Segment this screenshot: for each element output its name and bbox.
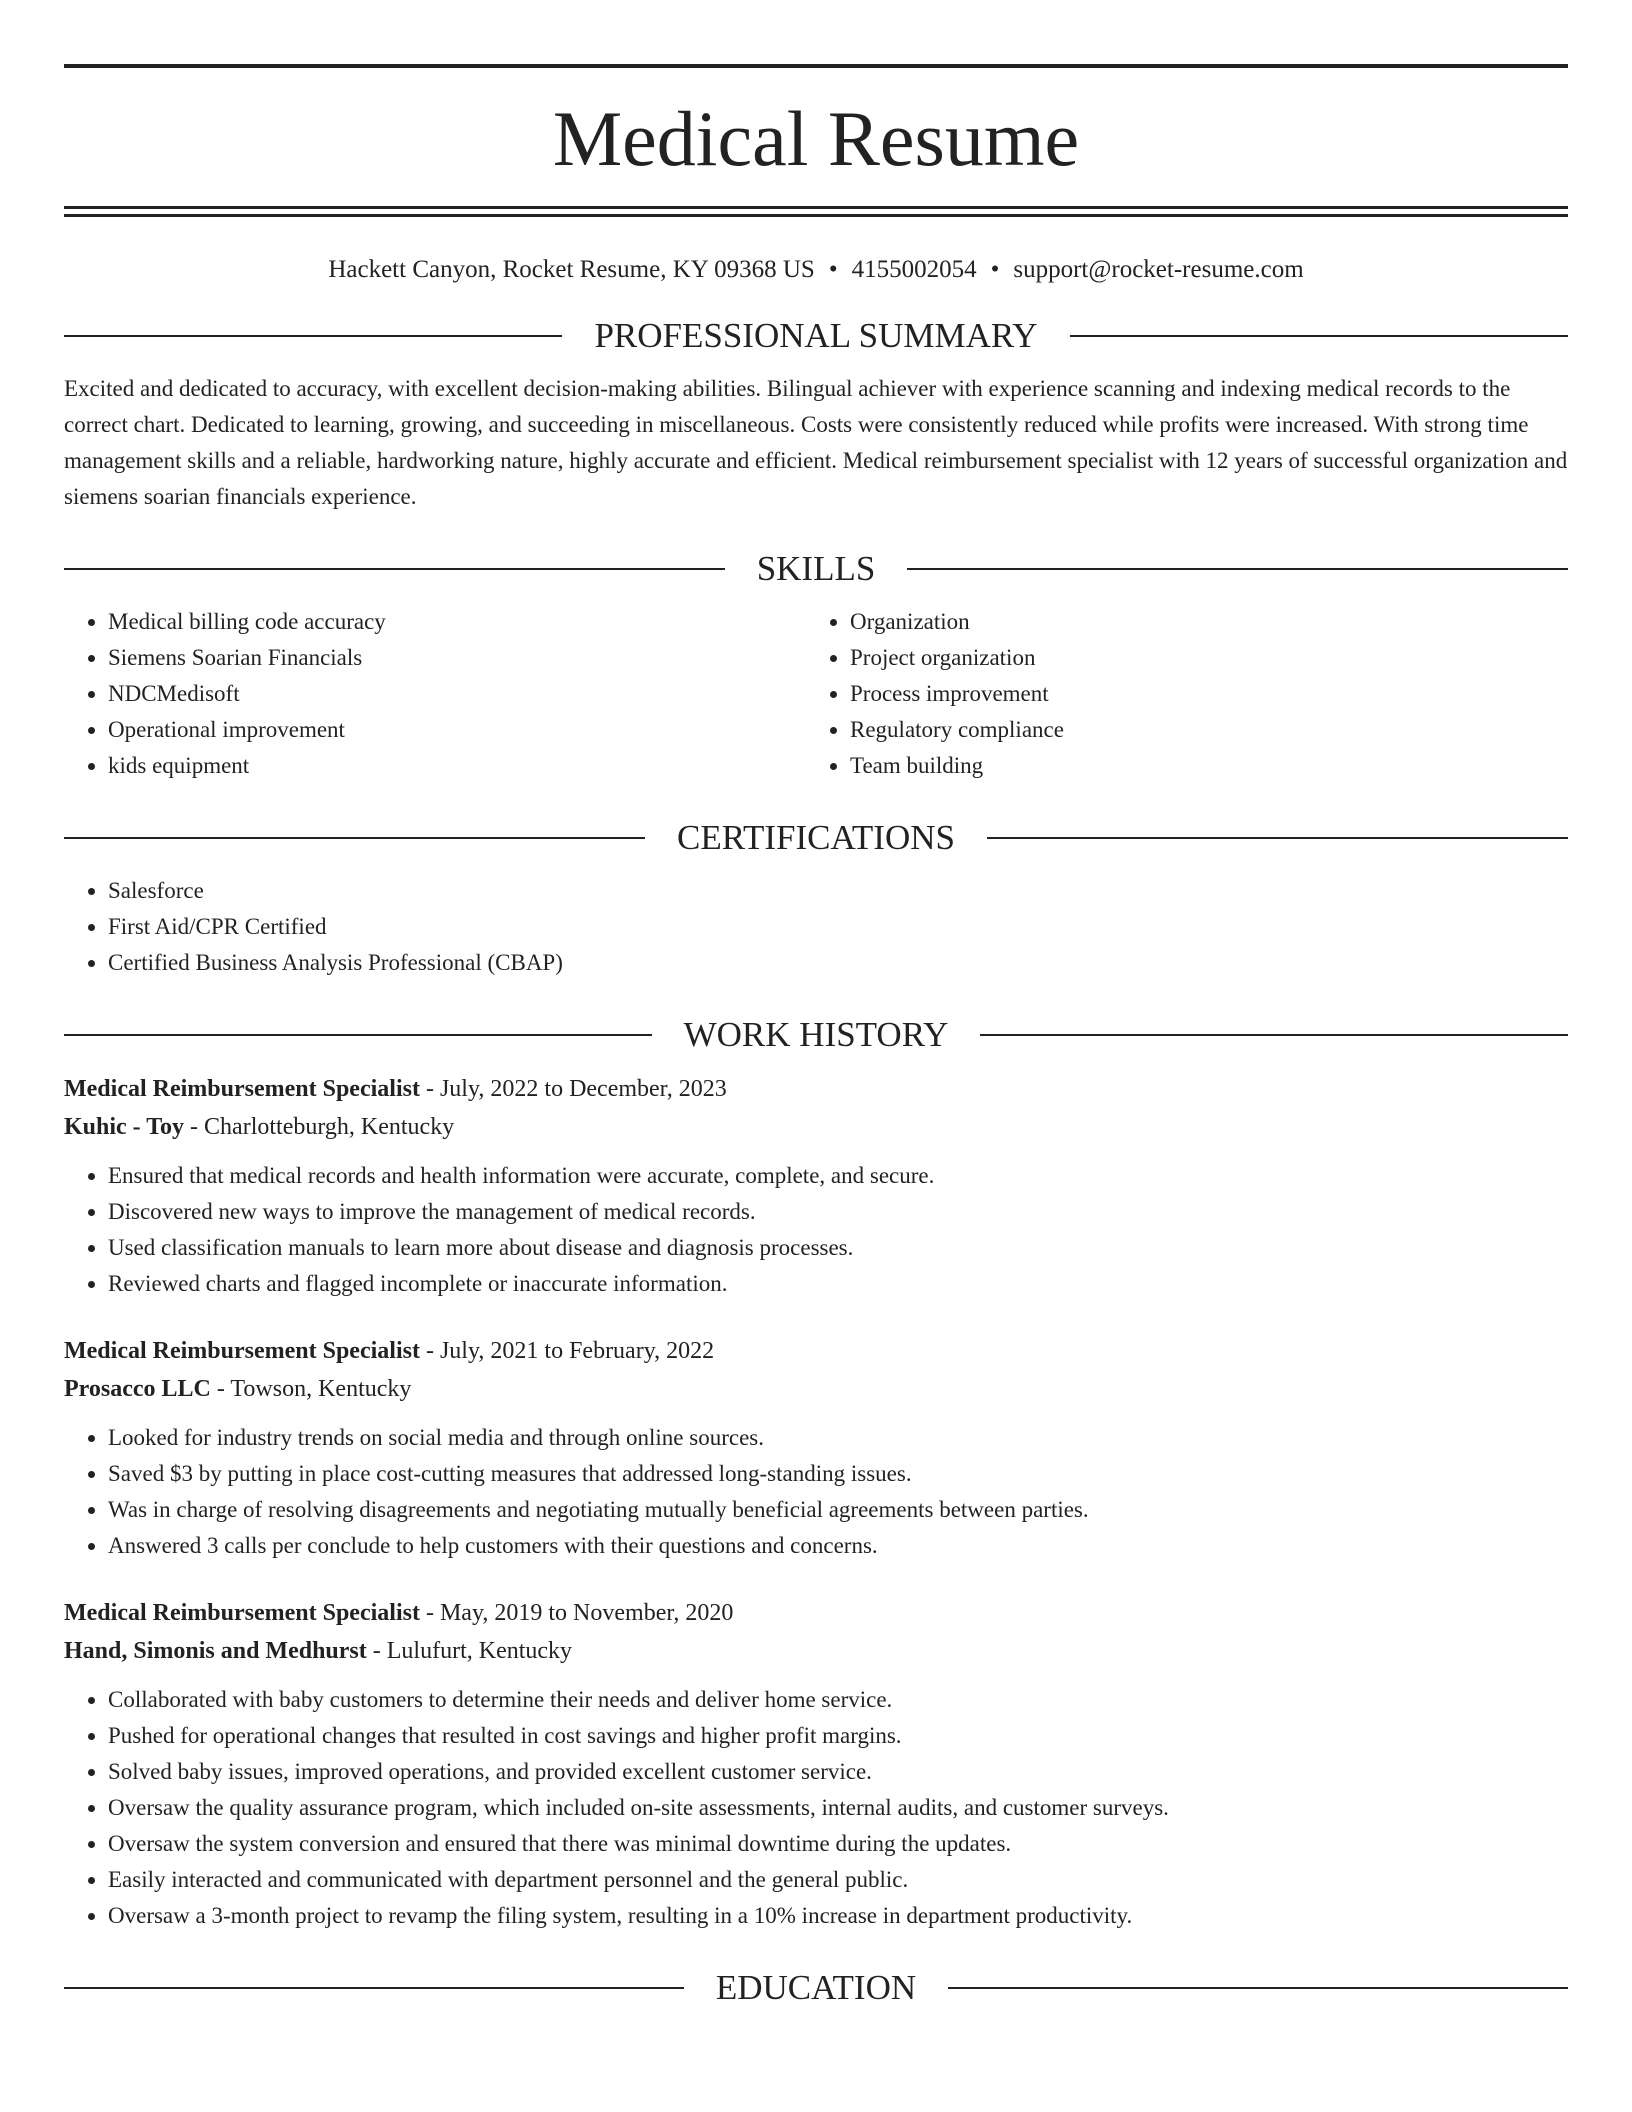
job-bullet: • Reviewed charts and flagged incomplete or inaccurate information. (108, 1266, 1568, 1302)
skills-grid (64, 604, 1568, 784)
contact-separator: • (990, 256, 1000, 283)
job-location: - Charlotteburgh, Kentucky (184, 1114, 455, 1140)
skills-list (64, 604, 806, 784)
heading-rule (987, 837, 1568, 839)
contact-separator: • (828, 256, 838, 283)
skill-item: • kids equipment (108, 748, 806, 784)
job-title: Medical Reimbursement Specialist (64, 1600, 420, 1626)
job-bullets (64, 1682, 1568, 1934)
job-company-line (64, 1632, 1568, 1670)
job-bullet: • Ensured that medical records and health information were accurate, complete, and secure. (108, 1158, 1568, 1194)
job-entry (64, 1594, 1568, 1934)
job-bullet: • Oversaw the system conversion and ensured that there was minimal downtime during the updates. (108, 1826, 1568, 1862)
section-heading-skills (64, 551, 1568, 586)
heading-rule (907, 568, 1568, 570)
resume-page (64, 64, 1568, 2023)
skill-item: • Regulatory compliance (850, 712, 1548, 748)
job-bullet: • Solved baby issues, improved operations, and provided excellent customer service. (108, 1754, 1568, 1790)
section-title: WORK HISTORY (683, 1015, 949, 1054)
resume-title: Medical Resume (552, 95, 1080, 182)
certification-item: • Certified Business Analysis Professional (CBAP) (108, 945, 1568, 981)
skill-item: • Team building (850, 748, 1548, 784)
certifications-list (64, 873, 1568, 981)
job-dates: - May, 2019 to November, 2020 (419, 1600, 734, 1626)
heading-rule (64, 335, 562, 337)
section-title: CERTIFICATIONS (677, 818, 955, 857)
title-double-rule (64, 206, 1568, 217)
heading-rule (64, 837, 645, 839)
job-bullet: • Oversaw a 3-month project to revamp the filing system, resulting in a 10% increase in department productivity. (108, 1898, 1568, 1934)
job-company: Prosacco LLC (64, 1376, 211, 1402)
skills-list (806, 604, 1548, 784)
job-bullet: • Discovered new ways to improve the management of medical records. (108, 1194, 1568, 1230)
skill-item: • NDCMedisoft (108, 676, 806, 712)
job-bullet: • Saved $3 by putting in place cost-cutting measures that addressed long-standing issues. (108, 1456, 1568, 1492)
heading-rule (948, 1987, 1568, 1989)
job-company-line (64, 1108, 1568, 1146)
job-location: - Towson, Kentucky (210, 1376, 412, 1402)
section-heading-education (64, 1970, 1568, 2005)
job-bullet: • Easily interacted and communicated with department personnel and the general public. (108, 1862, 1568, 1898)
job-bullets (64, 1420, 1568, 1564)
section-heading-summary (64, 318, 1568, 353)
job-entry (64, 1070, 1568, 1302)
contact-line (64, 257, 1568, 282)
summary-text: Excited and dedicated to accuracy, with excellent decision-making abilities. Bilingual achiever with experience scanning and indexing medical records to the correct chart. Dedicated to learning, growing, and succeeding in miscellaneous. Costs were consistently reduced while profits were increased. With strong time management skills and a reliable, hardworking nature, highly accurate and efficient. Medical reimbursement specialist with 12 years of successful organization and siemens soarian financials experience. (64, 376, 1568, 509)
job-company: Hand, Simonis and Medhurst (64, 1638, 367, 1664)
section-title: SKILLS (756, 549, 876, 588)
skill-item: • Organization (850, 604, 1548, 640)
job-bullet: • Was in charge of resolving disagreements and negotiating mutually beneficial agreements between parties. (108, 1492, 1568, 1528)
job-bullets (64, 1158, 1568, 1302)
job-dates: - July, 2022 to December, 2023 (419, 1076, 727, 1102)
job-title: Medical Reimbursement Specialist (64, 1076, 420, 1102)
heading-rule (64, 1987, 684, 1989)
heading-rule (1070, 335, 1568, 337)
job-bullet: • Answered 3 calls per conclude to help customers with their questions and concerns. (108, 1528, 1568, 1564)
heading-rule (64, 1034, 652, 1036)
heading-rule (64, 568, 725, 570)
job-title-line (64, 1594, 1568, 1632)
heading-rule (980, 1034, 1568, 1036)
job-title-line (64, 1332, 1568, 1370)
job-bullet: • Collaborated with baby customers to determine their needs and deliver home service. (108, 1682, 1568, 1718)
skill-item: • Process improvement (850, 676, 1548, 712)
section-heading-certifications (64, 820, 1568, 855)
skill-item: • Project organization (850, 640, 1548, 676)
job-entry (64, 1332, 1568, 1564)
top-rule (64, 64, 1568, 68)
certification-item: • Salesforce (108, 873, 1568, 909)
certification-item: • First Aid/CPR Certified (108, 909, 1568, 945)
job-company: Kuhic - Toy (64, 1114, 185, 1140)
job-title: Medical Reimbursement Specialist (64, 1338, 420, 1364)
contact-address: Hackett Canyon, Rocket Resume, KY 09368 US (328, 256, 815, 283)
section-title: PROFESSIONAL SUMMARY (594, 316, 1038, 355)
section-heading-work-history (64, 1017, 1568, 1052)
skills-column-left (64, 604, 806, 784)
job-location: - Lulufurt, Kentucky (366, 1638, 573, 1664)
job-bullet: • Pushed for operational changes that resulted in cost savings and higher profit margins. (108, 1718, 1568, 1754)
skill-item: • Medical billing code accuracy (108, 604, 806, 640)
job-bullet: • Used classification manuals to learn more about disease and diagnosis processes. (108, 1230, 1568, 1266)
job-dates: - July, 2021 to February, 2022 (419, 1338, 715, 1364)
job-bullet: • Oversaw the quality assurance program, which included on-site assessments, internal audits, and customer surveys. (108, 1790, 1568, 1826)
skill-item: • Operational improvement (108, 712, 806, 748)
job-bullet: • Looked for industry trends on social media and through online sources. (108, 1420, 1568, 1456)
skills-column-right (806, 604, 1548, 784)
job-company-line (64, 1370, 1568, 1408)
contact-phone: 4155002054 (851, 256, 977, 283)
job-title-line (64, 1070, 1568, 1108)
section-title: EDUCATION (715, 1968, 917, 2007)
contact-email: support@rocket-resume.com (1013, 256, 1304, 283)
skill-item: • Siemens Soarian Financials (108, 640, 806, 676)
